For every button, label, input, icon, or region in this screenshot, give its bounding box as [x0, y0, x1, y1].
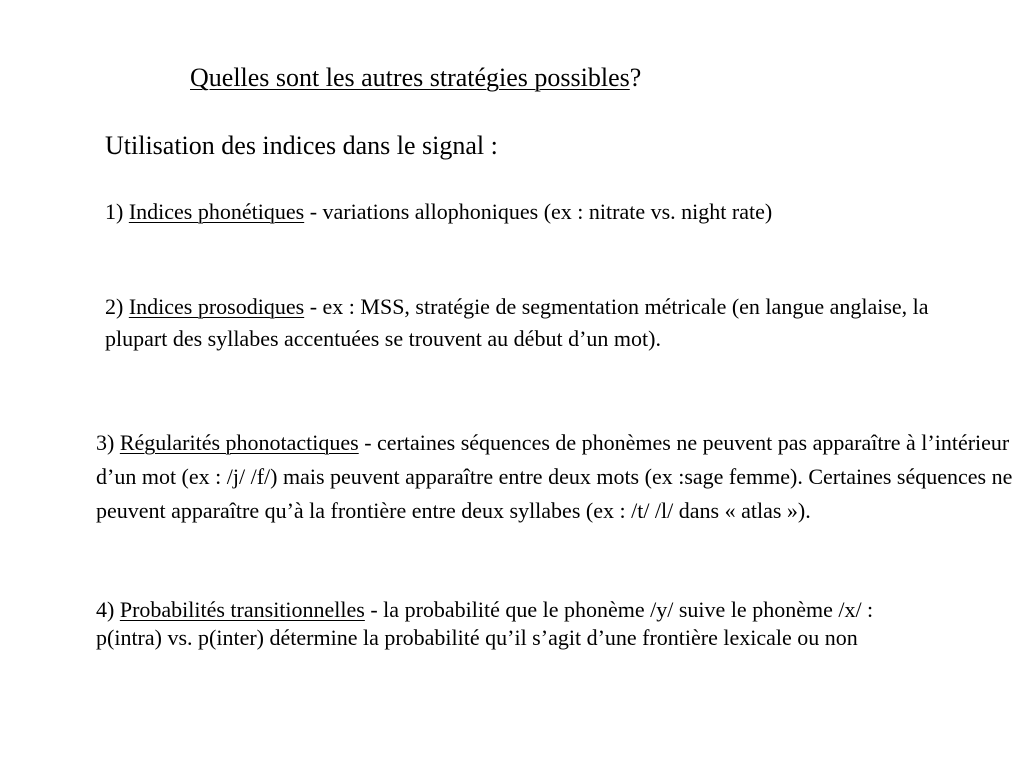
item-term: Régularités phonotactiques [119, 430, 359, 455]
item-line [96, 596, 1021, 624]
slide-title-tail: ? [629, 63, 642, 92]
strategy-item-1 [105, 196, 925, 228]
item-number: 1) [105, 199, 129, 224]
item-term: Probabilités transitionnelles [119, 597, 365, 622]
item-text: - variations allophoniques (ex : nitrate vs. night rate) [304, 199, 773, 224]
item-term: Indices prosodiques [128, 294, 305, 319]
item-extra: p(intra) vs. p(inter) détermine la probabilité qu’il s’agit d’une frontière lexicale ou non [96, 625, 858, 650]
item-term: Indices phonétiques [128, 199, 305, 224]
item-text: - ex : MSS, stratégie de segmentation métricale (en langue anglaise, la plupart des syllabes accentuées se trouvent au début d’un mot). [105, 294, 929, 351]
slide-title [190, 60, 641, 96]
item-number: 2) [105, 294, 129, 319]
item-text: - la probabilité que le phonème /y/ suive le phonème /x/ : [364, 597, 874, 622]
strategy-item-4 [96, 596, 1021, 652]
slide-subtitle: Utilisation des indices dans le signal : [105, 131, 498, 160]
item-text: - certaines séquences de phonèmes ne peuvent pas apparaître à l’intérieur d’un mot (ex : /j/ /f/) mais peuvent apparaître entre deux mots (ex :sage femme). Certaines séquences ne peuvent apparaître qu’à la frontière entre deux syllabes (ex : /t/ /l/ dans « atlas »). [96, 430, 1013, 523]
item-number: 3) [96, 430, 120, 455]
strategy-item-3 [96, 426, 1021, 528]
item-number: 4) [96, 597, 120, 622]
strategy-item-2 [105, 291, 975, 355]
slide-title-underlined: Quelles sont les autres stratégies possibles [190, 63, 630, 92]
